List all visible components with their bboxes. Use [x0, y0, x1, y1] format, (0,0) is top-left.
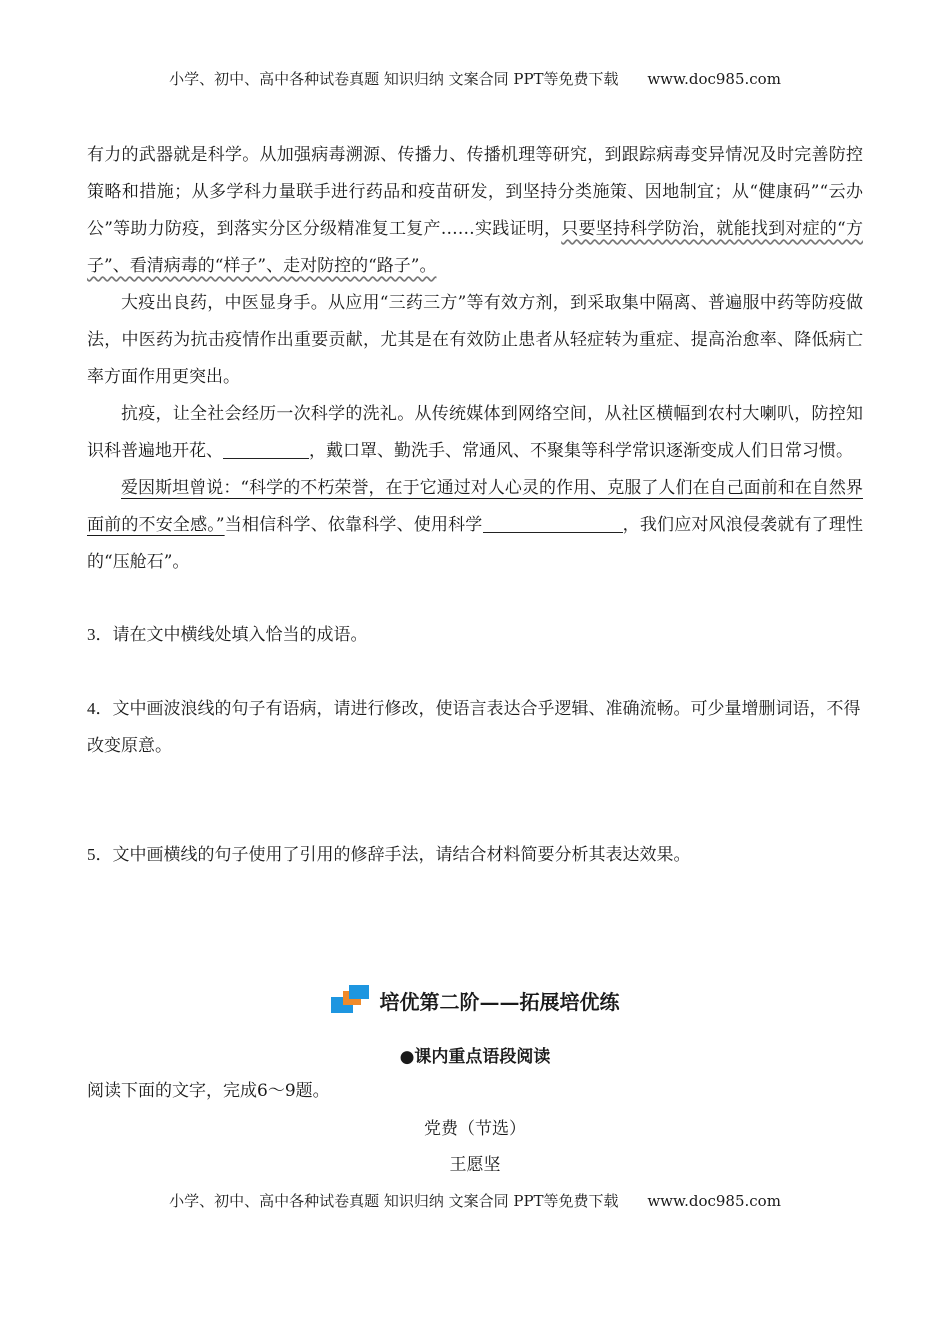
fill-blank-2[interactable]: [483, 514, 623, 533]
section-heading: [0, 985, 950, 1015]
wavy-underlined-sentence: 只要坚持科学防治，就能找到对症的“方子”、看清病毒的“样子”、走对防控的“路子”。: [87, 219, 863, 276]
section-title-text: 培优第二阶——拓展培优练: [379, 990, 620, 1014]
question-4: 4．文中画波浪线的句子有语病，请进行修改，使语言表达合乎逻辑、准确流畅。可少量增删词语，不得改变原意。: [87, 699, 861, 755]
article-title: 党费（节选）: [424, 1119, 526, 1139]
passage: [87, 137, 863, 581]
paragraph-4-text-a: 当相信科学、依靠科学、使用科学: [224, 515, 483, 535]
passage-paragraph-3: [87, 396, 863, 470]
question-3: 3．请在文中横线处填入恰当的成语。: [87, 625, 368, 644]
page-header: [0, 68, 950, 89]
page-footer: [0, 1190, 950, 1211]
paragraph-3-text-a: 抗疫，让全社会经历一次科学的洗礼。从传统媒体到网络空间，从社区横幅到农村大喇叭，防控知识科普遍地开花、: [87, 404, 863, 461]
underlined-quote-sentence: 爱因斯坦曾说：“科学的不朽荣誉，在于它通过对人心灵的作用、克服了人们在自己面前和在自然界面前的不安全感。”: [87, 478, 863, 535]
question-5: 5．文中画横线的句子使用了引用的修辞手法，请结合材料简要分析其表达效果。: [87, 845, 691, 864]
passage-paragraph-2: [87, 285, 863, 396]
header-text: 小学、初中、高中各种试卷真题 知识归纳 文案合同 PPT等免费下载: [169, 70, 619, 88]
fill-blank-1[interactable]: [223, 440, 309, 459]
paragraph-2-text: 大疫出良药，中医显身手。从应用“三药三方”等有效方剂，到采取集中隔离、普遍服中药等防疫做法，中医药为抗击疫情作出重要贡献，尤其是在有效防止患者从轻症转为重症、提高治愈率、降低病亡率方面作用更突出。: [87, 293, 863, 387]
paragraph-3-text-b: ，戴口罩、勤洗手、常通风、不聚集等科学常识逐渐变成人们日常习惯。: [309, 441, 853, 461]
header-url[interactable]: www.doc985.com: [647, 70, 781, 88]
passage-paragraph-4: [87, 470, 863, 581]
footer-text: 小学、初中、高中各种试卷真题 知识归纳 文案合同 PPT等免费下载: [169, 1192, 619, 1210]
reading-instruction: 阅读下面的文字，完成6～9题。: [87, 1081, 330, 1101]
passage-paragraph-1: [87, 137, 863, 285]
paragraph-4-text-b: ，我们应对风浪侵袭就有了理性的“压舱石”。: [87, 515, 864, 572]
paragraph-1-text: 有力的武器就是科学。从加强病毒溯源、传播力、传播机理等研究，到跟踪病毒变异情况及时完善防控策略和措施；从多学科力量联手进行药品和疫苗研发，到坚持分类施策、因地制宜；从“健康码”“云办公”等助力防疫，到落实分区分级精准复工复产……实践证明，: [87, 145, 863, 239]
section-subtitle: ●课内重点语段阅读: [399, 1047, 551, 1067]
footer-url[interactable]: www.doc985.com: [647, 1192, 781, 1210]
section-logo-icon: [331, 985, 371, 1015]
article-author: 王愿坚: [449, 1155, 501, 1175]
